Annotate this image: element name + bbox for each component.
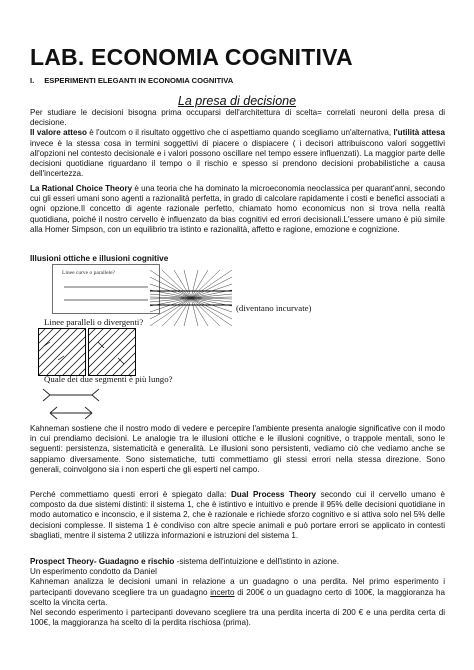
section-subtitle	[30, 76, 233, 85]
prospect-theory-line2: Un esperimento condotto da Daniel	[30, 567, 157, 577]
figure-caption-curved: (diventano incurvate)	[236, 303, 312, 313]
prospect-theory-heading-text: -sistema dell'intuizione e dell'istinto in azione.	[174, 557, 339, 566]
paragraph-prospect-theory	[30, 557, 445, 628]
prospect-experiment1-underlined: incerto	[210, 587, 235, 597]
prospect-experiment2: Nel secondo esperimento i partecipanti dovevano scegliere tra una perdita incerta di 200 € e una perdita certa di 100€, la maggioranza ha scelto di la perdita rischiosa (prima).	[30, 608, 445, 628]
figure-caption-parallel: Linee paralleli o divergenti?	[44, 317, 144, 327]
paragraph-decision-intro	[30, 108, 445, 179]
term-expected-value: Il valore atteso	[30, 128, 87, 138]
illusions-heading: Illusioni ottiche e illusioni cognitive	[30, 254, 169, 263]
term-dual-process: Dual Process Theory	[230, 490, 317, 499]
expected-value-text: è l'outcom o il risultato oggettivo che ci aspettiamo quando scegliamo un'alternativa,	[86, 128, 394, 138]
term-expected-utility: l'utilità attesa	[393, 128, 445, 138]
section-number: I.	[30, 76, 35, 85]
paragraph-dual-process	[30, 490, 445, 541]
zollner-illusion-figure	[38, 328, 136, 376]
parallel-lines-figure	[52, 264, 160, 314]
expected-utility-text: invece è la stessa cosa in termini soggettivi di piacere o dispiacere ( i decisori attribuiscono valori soggettivi all'opzioni nel contesto decisionale e i valori possono oscillare nel tempo essere influenzati). La maggior parte delle decisioni quotidiane riguardano il tempo o il rischio e spesso si prendono decisioni probabilistiche a causa dell'incertezza.	[30, 138, 445, 179]
figure-caption-segments: Quale dei due segmenti è più lungo?	[44, 374, 173, 384]
rational-choice-text: è una teoria che ha dominato la microeconomia neoclassica per quarant'anni, secondo cui gli esseri umani sono agenti a razionalità perfetta, in grado di calcolare rapidamente i costi e benefici associati a ogni opzione.Il concetto di agente razionale perfetto, chiamato homo economicus non si trova nella realtà quotidiana, poiché il nostro cervello è influenzato da bias cognitivi ed errori decisionali.L'essere umano è più simile alla Homer Simpson, con un equilibrio tra istinto e razionalità, affetto e ragione, emozione e cognizione.	[30, 184, 445, 234]
document-title: LAB. ECONOMIA COGNITIVA	[30, 44, 353, 70]
dual-process-text-after: secondo cui il cervello umano è composto da due sistemi distinti: il sistema 1, che è istintivo e intuitivo e prende il 95% delle decisioni quotidiane in modo automatico e inconscio, e il sistema 2, che è razionale e richiede sforzo cognitivo e si attiva solo nel 5% delle decisioni complesse. Il sistema 1 è condiviso con altre specie animali e può portare errori se applicato in contesti sbagliati, mentre il sistema 2 utilizza informazioni e istruzioni del sistema 1.	[30, 490, 445, 540]
radiating-lines-figure	[150, 270, 232, 326]
term-prospect-theory: Prospect Theory- Guadagno e rischio	[30, 557, 175, 566]
paragraph-rational-choice	[30, 184, 445, 235]
section-heading: La presa di decisione	[177, 94, 297, 108]
paragraph-intro-text: Per studiare le decisioni bisogna prima occuparsi dell'architettura di scelta= correlati neuroni della presa di decisione.	[30, 108, 445, 128]
paragraph-kahneman: Kahneman sostiene che il nostro modo di vedere e percepire l'ambiente presenta analogie significative con il modo in cui prendiamo decisioni. Le analogie tra le illusioni ottiche e le illusioni cognitive, o trappole mentali, sono le seguenti: persistenza, sistematicità e generalità. Le illusioni sono persistenti, vediamo ciò che vediamo anche se sappiamo diversamente. Sono sistematiche, tutti commettiamo gli stessi errori nella stessa direzione. Sono generali, coinvolgono sia i non esperti che gli esperti nel campo.	[30, 424, 445, 474]
dual-process-text-before: Perché commettiamo questi errori è spiegato dalla:	[30, 490, 231, 499]
prospect-experiment1-a: Kahneman analizza le decisioni umani in relazione a un guadagno o una perdita. Nel primo esperimento i partecipanti dovevano scegliere tra un guadagno	[30, 577, 445, 597]
prospect-experiment1-b: di 200€ o un guadagno certo di 100€, la maggioranza ha scelto la vincita certa.	[30, 587, 445, 607]
section-title: ESPERIMENTI ELEGANTI IN ECONOMIA COGNITIVA	[44, 76, 234, 85]
muller-lyer-figure	[40, 385, 102, 425]
figure-inner-label: Linee curve o parallele?	[62, 270, 115, 276]
term-rational-choice: La Rational Choice Theory	[30, 184, 133, 193]
